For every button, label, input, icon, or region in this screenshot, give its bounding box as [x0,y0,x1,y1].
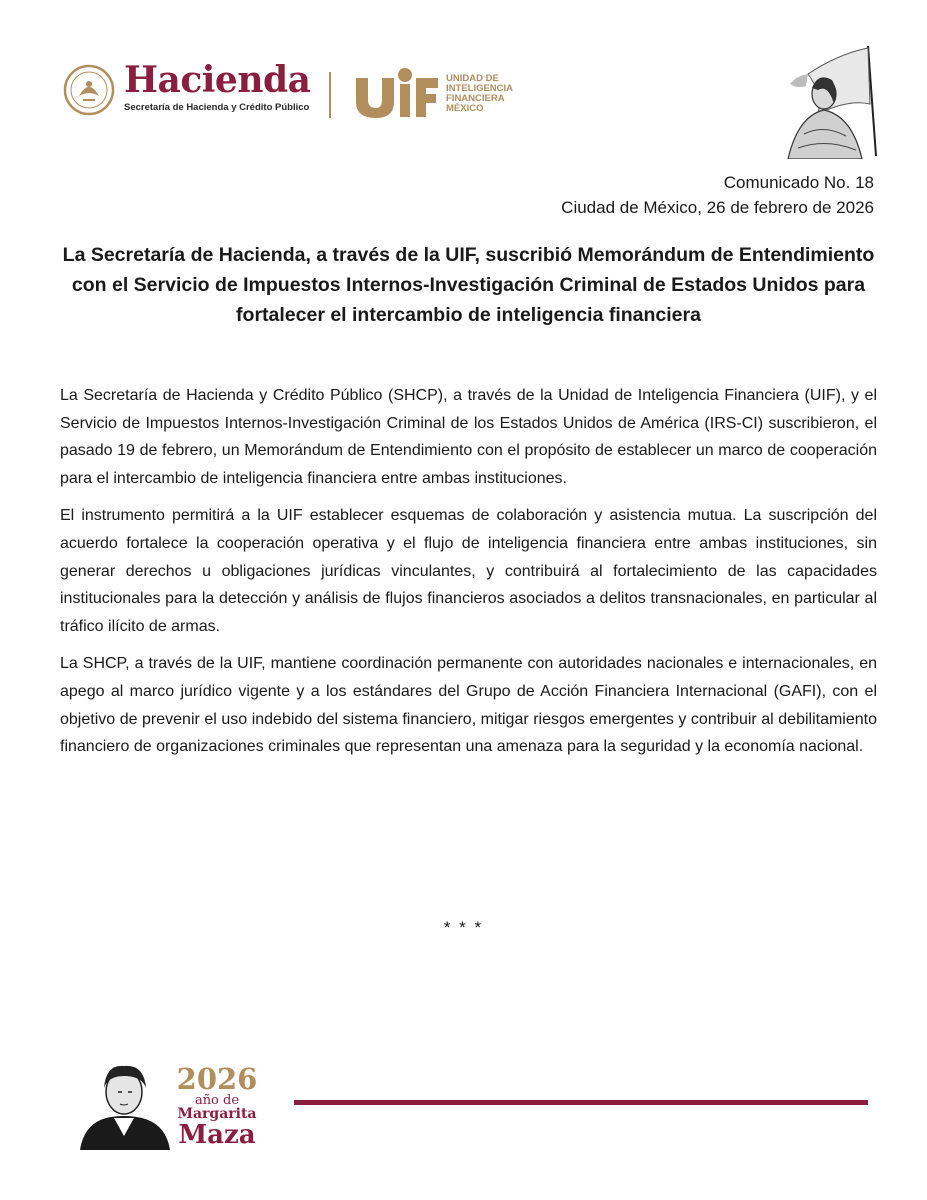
end-mark: * * * [443,918,484,937]
uif-mark-text: UIF [374,98,376,99]
communique-meta [561,170,874,220]
year-name-first: Margarita [177,1106,257,1122]
paragraph: El instrumento permitirá a la UIF establecer esquemas de colaboración y asistencia mutua. La suscripción del acuerdo fortalece la cooperación operativa y el flujo de inteligencia financiera entre ambas instituciones, sin generar derechos u obligaciones jurídicas vinculantes, y contribuirá al fortalecimiento de las capacidades institucionales para la detección y análisis de flujos financieros asociados a delitos transnacionales, en particular al tráfico ilícito de armas. [60,507,877,635]
place-date: Ciudad de México, 26 de febrero de 2026 [561,198,874,217]
year-number: 2026 [176,1062,258,1096]
uif-name [446,74,513,114]
uif-line: UNIDAD DE [446,73,499,84]
uif-line: MÉXICO [446,103,484,114]
logo-divider [329,72,331,118]
margarita-maza-portrait [76,1058,174,1150]
uif-logo [354,66,438,118]
national-seal-icon [63,64,115,116]
paragraph: La SHCP, a través de la UIF, mantiene coordinación permanente con autoridades nacionales e internacionales, en apego al marco jurídico vigente y a los estándares del Grupo de Acción Financiera Internacional (GAFI), con el objetivo de prevenir el uso indebido del sistema financiero, mitigar riesgos emergentes y contribuir al debilitamiento financiero de organizaciones criminales que representan una amenaza para la seguridad y la economía nacional. [60,655,877,756]
uif-line: FINANCIERA [446,93,505,104]
year-badge [176,1064,258,1148]
communique-number: Comunicado No. 18 [723,173,874,192]
flag-woman-illustration [768,44,878,159]
paragraph: La Secretaría de Hacienda y Crédito Público (SHCP), a través de la Unidad de Inteligencia Financiera (UIF), y el Servicio de Impuestos Internos-Investigación Criminal de los Estados Unidos de América (IRS-CI) suscribieron, el pasado 19 de febrero, un Memorándum de Entendimiento con el propósito de establecer un marco de cooperación para el intercambio de inteligencia financiera entre ambas instituciones. [60,387,877,487]
headline: La Secretaría de Hacienda, a través de la UIF, suscribió Memorándum de Entendimiento con el Servicio de Impuestos Internos-Investigación Criminal de Estados Unidos para fortalecer el intercambio de inteligencia financiera [62,244,875,326]
year-ano-de: año de [194,1093,240,1108]
year-name-last: Maza [178,1120,256,1150]
uif-line: INTELIGENCIA [446,83,514,94]
footer-rule [294,1100,868,1105]
letterhead [0,0,927,170]
hacienda-title: Hacienda [124,59,311,101]
hacienda-subtitle: Secretaría de Hacienda y Crédito Público [124,102,310,113]
body-text [60,382,877,771]
